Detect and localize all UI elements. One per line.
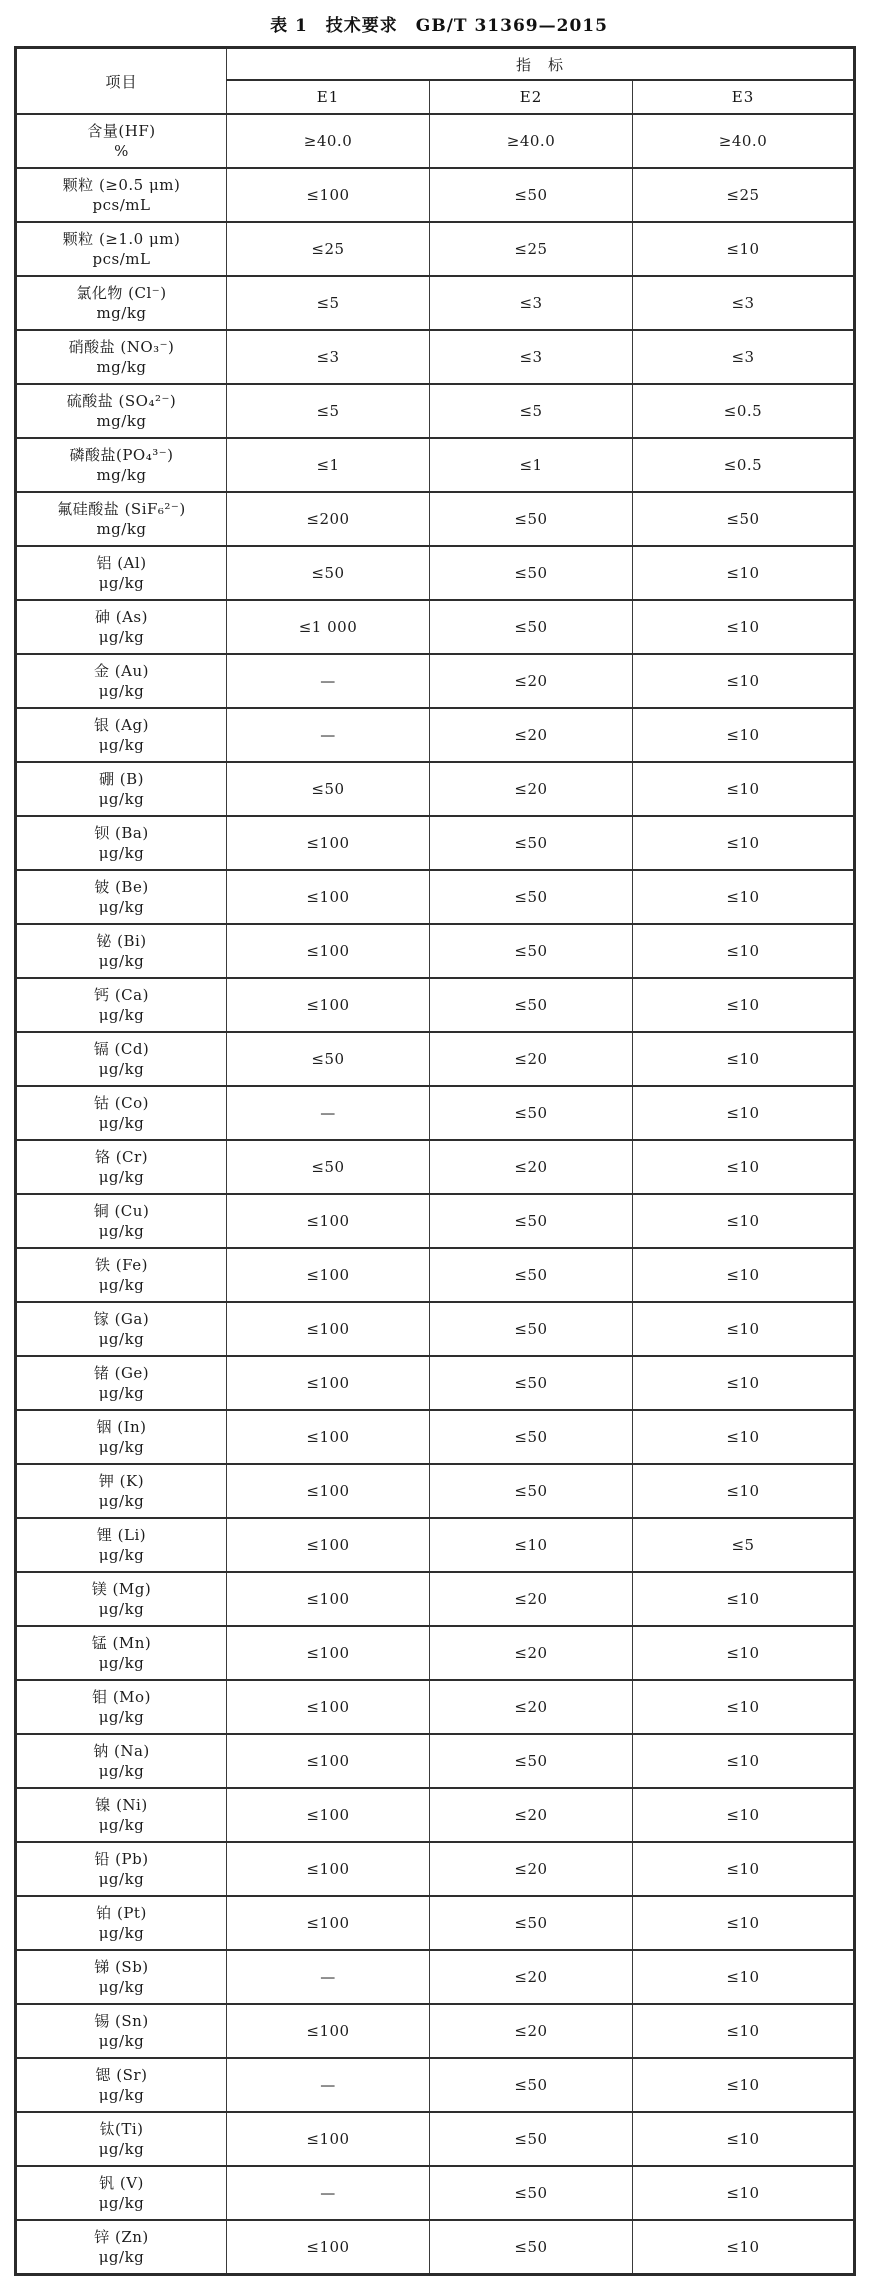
value-e2: ≤50	[430, 924, 633, 978]
value-e1: ≤100	[227, 1788, 430, 1842]
item-cell	[16, 1356, 227, 1410]
item-cell	[16, 924, 227, 978]
value-e2: ≤25	[430, 222, 633, 276]
table-row	[16, 2112, 855, 2166]
value-e2: ≤50	[430, 816, 633, 870]
value-e3: ≤10	[633, 1572, 855, 1626]
table-row	[16, 924, 855, 978]
table-row	[16, 816, 855, 870]
item-unit: μg/kg	[98, 2247, 145, 2266]
value-e1: ≤100	[227, 1356, 430, 1410]
item-cell	[16, 1464, 227, 1518]
value-e2: ≤20	[430, 1140, 633, 1194]
item-cell	[16, 2220, 227, 2274]
value-e1: ≤25	[227, 222, 430, 276]
table-row	[16, 1194, 855, 1248]
value-e1: ≤100	[227, 1734, 430, 1788]
value-e2: ≤20	[430, 1680, 633, 1734]
item-cell	[16, 1086, 227, 1140]
value-e1: ≤100	[227, 978, 430, 1032]
value-e3: ≤10	[633, 2004, 855, 2058]
table-row	[16, 330, 855, 384]
value-e3: ≤10	[633, 1734, 855, 1788]
value-e1: ≤100	[227, 1680, 430, 1734]
value-e1: ≤100	[227, 1572, 430, 1626]
item-cell	[16, 1302, 227, 1356]
table-row	[16, 2166, 855, 2220]
item-name: 钾 (K)	[98, 1471, 145, 1490]
table-row	[16, 1086, 855, 1140]
item-cell	[16, 1734, 227, 1788]
item-name: 铍 (Be)	[94, 877, 149, 896]
value-e3: ≤10	[633, 1842, 855, 1896]
item-cell	[16, 438, 227, 492]
value-e1: ≤100	[227, 2220, 430, 2274]
value-e3: ≤10	[633, 1140, 855, 1194]
value-e2: ≥40.0	[430, 114, 633, 168]
item-cell	[16, 2004, 227, 2058]
value-e1: ≤200	[227, 492, 430, 546]
item-name: 钒 (V)	[99, 2173, 144, 2192]
item-unit: μg/kg	[98, 1654, 145, 1672]
value-e2: ≤3	[430, 276, 633, 330]
item-name: 钙 (Ca)	[94, 985, 149, 1004]
value-e2: ≤50	[430, 2220, 633, 2274]
item-name: 铁 (Fe)	[95, 1255, 148, 1274]
item-name: 锶 (Sr)	[95, 2065, 148, 2084]
item-unit: μg/kg	[98, 736, 145, 754]
value-e2: ≤20	[430, 1788, 633, 1842]
item-cell	[16, 1626, 227, 1680]
value-e1: ≤100	[227, 1248, 430, 1302]
item-cell	[16, 600, 227, 654]
item-name: 铟 (In)	[96, 1417, 147, 1436]
item-unit: μg/kg	[98, 574, 145, 592]
table-row	[16, 870, 855, 924]
value-e1: ≤100	[227, 816, 430, 870]
table-row	[16, 1302, 855, 1356]
value-e3: ≤3	[633, 330, 855, 384]
item-cell	[16, 1248, 227, 1302]
item-unit: μg/kg	[98, 1762, 145, 1780]
value-e3: ≤10	[633, 708, 855, 762]
value-e2: ≤20	[430, 1032, 633, 1086]
table-row	[16, 492, 855, 546]
table-row	[16, 1032, 855, 1086]
item-name: 铋 (Bi)	[96, 931, 147, 950]
item-cell	[16, 168, 227, 222]
item-name: 镁 (Mg)	[91, 1579, 152, 1598]
header-item-cell: 项目	[16, 48, 227, 115]
item-unit: μg/kg	[98, 2194, 145, 2212]
item-name: 银 (Ag)	[94, 715, 149, 734]
value-e3: ≤10	[633, 654, 855, 708]
item-unit: μg/kg	[98, 1006, 145, 1024]
item-name: 氯化物 (Cl⁻)	[76, 283, 167, 302]
value-e3: ≤50	[633, 492, 855, 546]
value-e1: ≤100	[227, 1302, 430, 1356]
item-name: 金 (Au)	[94, 661, 149, 680]
item-unit: μg/kg	[98, 1276, 145, 1294]
item-name: 铜 (Cu)	[93, 1201, 150, 1220]
value-e3: ≤10	[633, 924, 855, 978]
value-e1: ≤50	[227, 546, 430, 600]
item-cell	[16, 1950, 227, 2004]
table-row	[16, 1572, 855, 1626]
item-cell	[16, 870, 227, 924]
item-unit: μg/kg	[98, 2032, 145, 2050]
item-unit: %	[114, 142, 129, 160]
value-e2: ≤50	[430, 492, 633, 546]
item-cell	[16, 1410, 227, 1464]
item-name: 铅 (Pb)	[94, 1849, 149, 1868]
value-e3: ≤10	[633, 1410, 855, 1464]
item-cell	[16, 1140, 227, 1194]
header-grade-e3: E3	[633, 80, 855, 114]
item-name: 镍 (Ni)	[95, 1795, 148, 1814]
item-name: 铬 (Cr)	[94, 1147, 149, 1166]
value-e2: ≤50	[430, 1356, 633, 1410]
value-e3: ≤10	[633, 762, 855, 816]
table-row	[16, 978, 855, 1032]
item-name: 钴 (Co)	[94, 1093, 149, 1112]
item-cell	[16, 1680, 227, 1734]
value-e2: ≤50	[430, 1464, 633, 1518]
item-cell	[16, 2112, 227, 2166]
item-unit: μg/kg	[98, 790, 145, 808]
item-unit: mg/kg	[96, 304, 147, 322]
value-e3: ≤10	[633, 1302, 855, 1356]
table-row	[16, 114, 855, 168]
item-unit: μg/kg	[98, 682, 145, 700]
value-e1: ≤100	[227, 1194, 430, 1248]
item-cell	[16, 978, 227, 1032]
table-row	[16, 762, 855, 816]
table-row	[16, 1842, 855, 1896]
table-row	[16, 1950, 855, 2004]
value-e2: ≤20	[430, 1626, 633, 1680]
value-e2: ≤50	[430, 168, 633, 222]
item-name: 锂 (Li)	[96, 1525, 147, 1544]
item-unit: μg/kg	[98, 1870, 145, 1888]
item-unit: μg/kg	[98, 844, 145, 862]
table-row	[16, 1626, 855, 1680]
value-e1: ≤100	[227, 168, 430, 222]
value-e1: ≤5	[227, 384, 430, 438]
value-e3: ≤10	[633, 546, 855, 600]
value-e2: ≤50	[430, 978, 633, 1032]
table-row	[16, 1518, 855, 1572]
value-e1: —	[227, 2058, 430, 2112]
item-name: 铝 (Al)	[96, 553, 147, 572]
table-row	[16, 1788, 855, 1842]
table-row	[16, 2004, 855, 2058]
item-cell	[16, 492, 227, 546]
item-cell	[16, 654, 227, 708]
item-name: 硼 (B)	[99, 769, 144, 788]
item-name: 钛(Ti)	[99, 2119, 144, 2138]
item-name: 钼 (Mo)	[92, 1687, 151, 1706]
page-title: 表 1 技术要求 GB/T 31369—2015	[270, 16, 608, 36]
item-cell	[16, 762, 227, 816]
value-e2: ≤50	[430, 2058, 633, 2112]
value-e2: ≤50	[430, 1194, 633, 1248]
item-cell	[16, 1842, 227, 1896]
item-unit: μg/kg	[98, 2140, 145, 2158]
value-e3: ≤10	[633, 1896, 855, 1950]
value-e1: ≤100	[227, 2112, 430, 2166]
table-row	[16, 600, 855, 654]
value-e1: ≤100	[227, 1626, 430, 1680]
value-e3: ≤10	[633, 1464, 855, 1518]
value-e3: ≤10	[633, 2058, 855, 2112]
item-unit: pcs/mL	[92, 196, 151, 214]
value-e2: ≤20	[430, 1950, 633, 2004]
header-grade-e1: E1	[227, 80, 430, 114]
value-e3: ≤10	[633, 816, 855, 870]
table-row	[16, 1896, 855, 1950]
value-e1: —	[227, 1950, 430, 2004]
item-name: 颗粒 (≥1.0 μm)	[62, 229, 181, 248]
value-e1: ≤50	[227, 1032, 430, 1086]
value-e2: ≤50	[430, 1734, 633, 1788]
item-cell	[16, 222, 227, 276]
item-name: 硝酸盐 (NO₃⁻)	[68, 337, 175, 356]
value-e1: —	[227, 654, 430, 708]
value-e2: ≤20	[430, 654, 633, 708]
value-e3: ≤10	[633, 222, 855, 276]
value-e3: ≤25	[633, 168, 855, 222]
value-e3: ≤10	[633, 1032, 855, 1086]
value-e1: —	[227, 708, 430, 762]
item-cell	[16, 1518, 227, 1572]
item-name: 砷 (As)	[94, 607, 148, 626]
value-e2: ≤1	[430, 438, 633, 492]
value-e1: ≤100	[227, 1518, 430, 1572]
table-row	[16, 654, 855, 708]
item-unit: μg/kg	[98, 1384, 145, 1402]
value-e3: ≤0.5	[633, 438, 855, 492]
value-e3: ≤10	[633, 1680, 855, 1734]
spec-table	[14, 46, 856, 2276]
table-row	[16, 276, 855, 330]
table-row	[16, 1680, 855, 1734]
value-e3: ≤10	[633, 1356, 855, 1410]
item-unit: μg/kg	[98, 1546, 145, 1564]
item-name: 锌 (Zn)	[94, 2227, 149, 2246]
value-e2: ≤20	[430, 1572, 633, 1626]
item-name: 钠 (Na)	[93, 1741, 150, 1760]
item-cell	[16, 2058, 227, 2112]
table-row	[16, 168, 855, 222]
value-e1: ≤50	[227, 1140, 430, 1194]
item-unit: μg/kg	[98, 2086, 145, 2104]
value-e2: ≤20	[430, 2004, 633, 2058]
value-e1: ≤1	[227, 438, 430, 492]
table-row	[16, 2058, 855, 2112]
item-unit: μg/kg	[98, 1438, 145, 1456]
value-e3: ≤10	[633, 1194, 855, 1248]
table-row	[16, 222, 855, 276]
value-e1: ≤3	[227, 330, 430, 384]
value-e2: ≤50	[430, 546, 633, 600]
header-grade-e2: E2	[430, 80, 633, 114]
table-header	[16, 48, 855, 115]
value-e3: ≤5	[633, 1518, 855, 1572]
value-e2: ≤50	[430, 870, 633, 924]
value-e2: ≤50	[430, 1086, 633, 1140]
value-e2: ≤5	[430, 384, 633, 438]
value-e3: ≤3	[633, 276, 855, 330]
value-e1: ≤50	[227, 762, 430, 816]
value-e2: ≤50	[430, 2166, 633, 2220]
table-body	[16, 114, 855, 2274]
item-name: 铂 (Pt)	[96, 1903, 147, 1922]
item-cell	[16, 546, 227, 600]
item-name: 磷酸盐(PO₄³⁻)	[69, 445, 174, 464]
value-e2: ≤50	[430, 1248, 633, 1302]
item-cell	[16, 330, 227, 384]
item-name: 硫酸盐 (SO₄²⁻)	[66, 391, 177, 410]
value-e2: ≤50	[430, 1410, 633, 1464]
value-e1: ≤100	[227, 1842, 430, 1896]
item-unit: μg/kg	[98, 1168, 145, 1186]
value-e2: ≤50	[430, 600, 633, 654]
value-e1: ≤100	[227, 924, 430, 978]
value-e3: ≤10	[633, 2112, 855, 2166]
value-e3: ≤0.5	[633, 384, 855, 438]
table-row	[16, 384, 855, 438]
item-name: 锰 (Mn)	[91, 1633, 152, 1652]
value-e3: ≥40.0	[633, 114, 855, 168]
value-e3: ≤10	[633, 1950, 855, 2004]
item-unit: μg/kg	[98, 1600, 145, 1618]
item-unit: μg/kg	[98, 952, 145, 970]
item-unit: μg/kg	[98, 1816, 145, 1834]
item-unit: μg/kg	[98, 1978, 145, 1996]
value-e2: ≤3	[430, 330, 633, 384]
value-e3: ≤10	[633, 600, 855, 654]
table-row	[16, 438, 855, 492]
item-name: 锗 (Ge)	[93, 1363, 150, 1382]
value-e1: ≤5	[227, 276, 430, 330]
item-unit: μg/kg	[98, 1222, 145, 1240]
item-cell	[16, 1032, 227, 1086]
value-e2: ≤20	[430, 1842, 633, 1896]
item-unit: mg/kg	[96, 466, 147, 484]
item-unit: μg/kg	[98, 628, 145, 646]
table-row	[16, 1140, 855, 1194]
value-e1: ≤100	[227, 1410, 430, 1464]
value-e1: —	[227, 2166, 430, 2220]
value-e3: ≤10	[633, 1248, 855, 1302]
value-e3: ≤10	[633, 2220, 855, 2274]
item-unit: μg/kg	[98, 1924, 145, 1942]
header-row-indicator	[16, 48, 855, 81]
value-e3: ≤10	[633, 1788, 855, 1842]
value-e1: ≤100	[227, 1464, 430, 1518]
item-cell	[16, 1194, 227, 1248]
item-unit: mg/kg	[96, 520, 147, 538]
header-indicator-cell: 指 标	[227, 48, 855, 81]
value-e2: ≤50	[430, 2112, 633, 2166]
item-cell	[16, 1788, 227, 1842]
item-cell	[16, 708, 227, 762]
value-e2: ≤20	[430, 708, 633, 762]
table-row	[16, 1356, 855, 1410]
value-e2: ≤50	[430, 1896, 633, 1950]
value-e3: ≤10	[633, 1086, 855, 1140]
table-row	[16, 1464, 855, 1518]
item-unit: μg/kg	[98, 1708, 145, 1726]
value-e3: ≤10	[633, 978, 855, 1032]
value-e1: ≥40.0	[227, 114, 430, 168]
value-e1: —	[227, 1086, 430, 1140]
value-e2: ≤50	[430, 1302, 633, 1356]
item-cell	[16, 816, 227, 870]
item-name: 氟硅酸盐 (SiF₆²⁻)	[57, 499, 186, 518]
table-row	[16, 546, 855, 600]
item-name: 镉 (Cd)	[93, 1039, 150, 1058]
value-e1: ≤100	[227, 870, 430, 924]
item-name: 含量(HF)	[87, 121, 156, 140]
item-name: 颗粒 (≥0.5 μm)	[62, 175, 181, 194]
value-e3: ≤10	[633, 1626, 855, 1680]
item-name: 锑 (Sb)	[94, 1957, 149, 1976]
item-unit: μg/kg	[98, 1114, 145, 1132]
value-e3: ≤10	[633, 2166, 855, 2220]
table-row	[16, 1248, 855, 1302]
table-row	[16, 708, 855, 762]
table-row	[16, 1410, 855, 1464]
value-e3: ≤10	[633, 870, 855, 924]
item-cell	[16, 1572, 227, 1626]
item-name: 锡 (Sn)	[94, 2011, 149, 2030]
item-unit: mg/kg	[96, 358, 147, 376]
table-row	[16, 1734, 855, 1788]
value-e1: ≤100	[227, 1896, 430, 1950]
table-row	[16, 2220, 855, 2274]
item-name: 镓 (Ga)	[93, 1309, 150, 1328]
item-unit: μg/kg	[98, 1492, 145, 1510]
value-e2: ≤20	[430, 762, 633, 816]
item-cell	[16, 1896, 227, 1950]
item-cell	[16, 114, 227, 168]
value-e2: ≤10	[430, 1518, 633, 1572]
item-unit: μg/kg	[98, 898, 145, 916]
item-unit: pcs/mL	[92, 250, 151, 268]
item-name: 钡 (Ba)	[94, 823, 149, 842]
item-unit: μg/kg	[98, 1330, 145, 1348]
item-cell	[16, 2166, 227, 2220]
item-cell	[16, 384, 227, 438]
value-e1: ≤100	[227, 2004, 430, 2058]
value-e1: ≤1 000	[227, 600, 430, 654]
item-unit: mg/kg	[96, 412, 147, 430]
item-cell	[16, 276, 227, 330]
item-unit: μg/kg	[98, 1060, 145, 1078]
